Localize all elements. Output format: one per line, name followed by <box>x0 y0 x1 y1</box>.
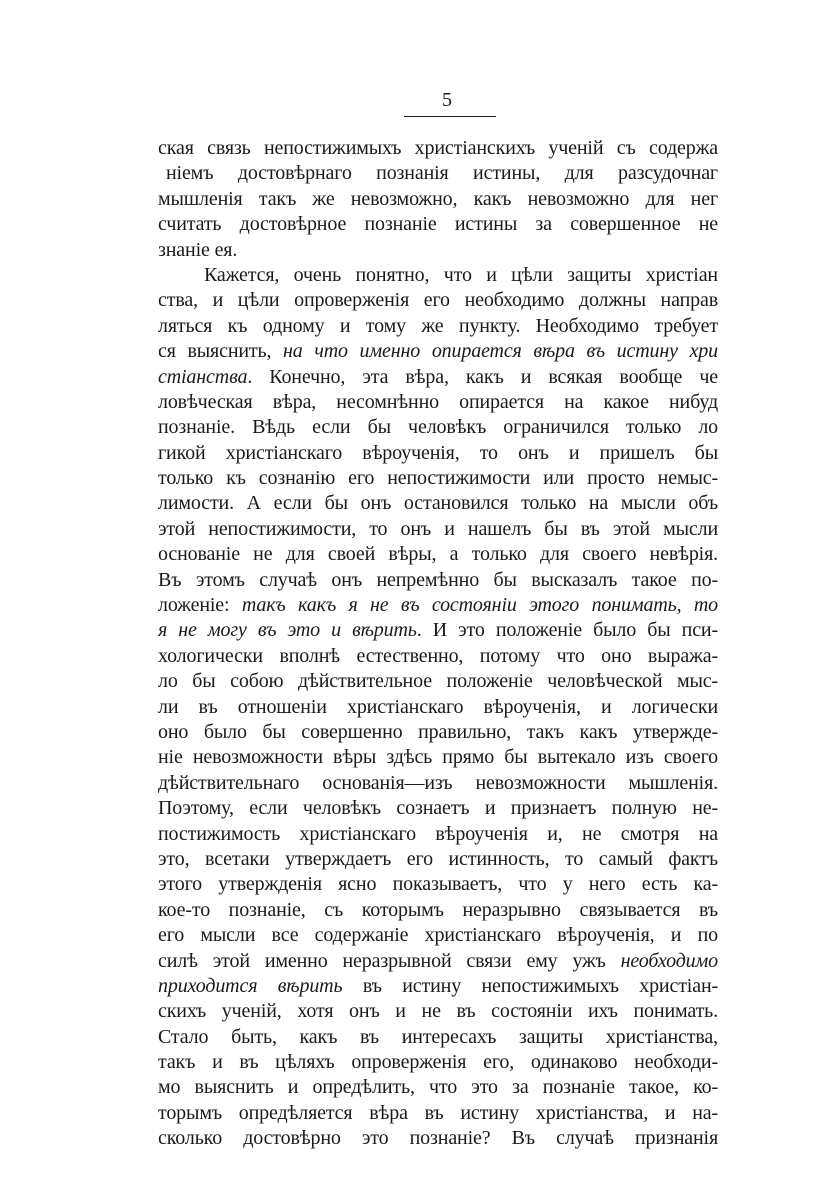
text-line: такъ и въ цѣляхъ опроверженія его, одинаково необходи- <box>158 1051 718 1074</box>
text-line: лимости. А если бы онъ остановился только на мысли объ <box>158 492 718 515</box>
text-line: этого утвержденія ясно показываетъ, что у него есть ка- <box>158 873 718 896</box>
text-line: скихъ ученій, хотя онъ и не въ состояніи ихъ понимать. <box>158 1000 718 1023</box>
text-line: его мысли все содержаніе христіанскаго вѣроученія, и по <box>158 924 718 947</box>
text-line: постижимость христіанскаго вѣроученія и, не смотря на <box>158 822 718 845</box>
body-text <box>158 136 718 1152</box>
text-line: гикой христіанскаго вѣроученія, то онъ и пришелъ бы <box>158 441 718 464</box>
text-line: ства, и цѣли опроверженія его необходимо должны направ <box>158 289 718 312</box>
text-line: ло бы собою дѣйствительное положеніе человѣческой мыс- <box>158 670 718 693</box>
text-line: ложеніе: такъ какъ я не въ состояніи этого понимать, то <box>158 594 718 617</box>
text-line: кое-то познаніе, съ которымъ неразрывно связывается въ <box>158 898 718 921</box>
text-line: ніе невозможности вѣры здѣсь прямо бы вытекало изъ своего <box>158 746 718 769</box>
page-number: 5 <box>442 89 452 111</box>
text-line: торымъ опредѣляется вѣра въ истину христіанства, и на- <box>158 1101 718 1124</box>
text-line: ли въ отношеніи христіанскаго вѣроученія, и логически <box>158 695 718 718</box>
text-line: дѣйствительнаго основанія—изъ невозможности мышленія. <box>158 771 718 794</box>
text-line: Въ этомъ случаѣ онъ непремѣнно бы высказалъ такое по- <box>158 568 718 591</box>
text-line: ская связь непостижимыхъ христіанскихъ ученій съ содержа <box>158 137 718 159</box>
text-line: знаніе ея. <box>158 238 238 261</box>
text-line: стіанства. Конечно, эта вѣра, какъ и всякая вообще че <box>158 365 718 388</box>
text-line: оно было бы совершенно правильно, такъ какъ утвержде- <box>158 720 718 743</box>
text-line: ся выяснить, на что именно опирается вѣра въ истину хри <box>158 340 718 363</box>
text-line: только къ сознанію его непостижимости или просто немыс- <box>158 467 718 490</box>
text-line: силѣ этой именно неразрывной связи ему ужъ необходимо <box>158 949 718 972</box>
text-line: Стало быть, какъ въ интересахъ защиты христіанства, <box>158 1025 718 1048</box>
text-line: ляться къ одному и тому же пункту. Необходимо требует <box>158 314 718 337</box>
text-line: ловѣческая вѣра, несомнѣнно опирается на какое нибуд <box>158 390 718 413</box>
text-line: хологически вполнѣ естественно, потому что оно выража- <box>158 644 718 667</box>
text-line: считать достовѣрное познаніе истины за совершенное не <box>158 213 718 236</box>
page-number-rule <box>404 116 496 117</box>
text-line: основаніе не для своей вѣры, а только для своего невѣрія. <box>158 543 718 566</box>
text-line: приходится вѣрить въ истину непостижимыхъ христіан- <box>158 974 718 997</box>
text-line: познаніе. Вѣдь если бы человѣкъ ограничился только ло <box>158 416 718 439</box>
text-line: ніемъ достовѣрнаго познанія истины, для разсудочнаг <box>166 162 718 185</box>
text-line: это, всетаки утверждаетъ его истинность, то самый фактъ <box>158 847 718 870</box>
text-line: Поэтому, если человѣкъ сознаетъ и признаетъ полную не- <box>158 797 718 820</box>
text-line: мышленія такъ же невозможно, какъ невозможно для нег <box>158 187 718 210</box>
text-line: я не могу въ это и вѣрить. И это положеніе было бы пси- <box>158 619 718 642</box>
text-line: сколько достовѣрно это познаніе? Въ случаѣ признанія <box>158 1127 718 1150</box>
text-line: этой непостижимости, то онъ и нашелъ бы въ этой мысли <box>158 517 718 540</box>
text-line: Кажется, очень понятно, что и цѣли защиты христіан <box>204 263 718 286</box>
text-line: мо выяснить и опредѣлить, что это за познаніе такое, ко- <box>158 1076 718 1099</box>
